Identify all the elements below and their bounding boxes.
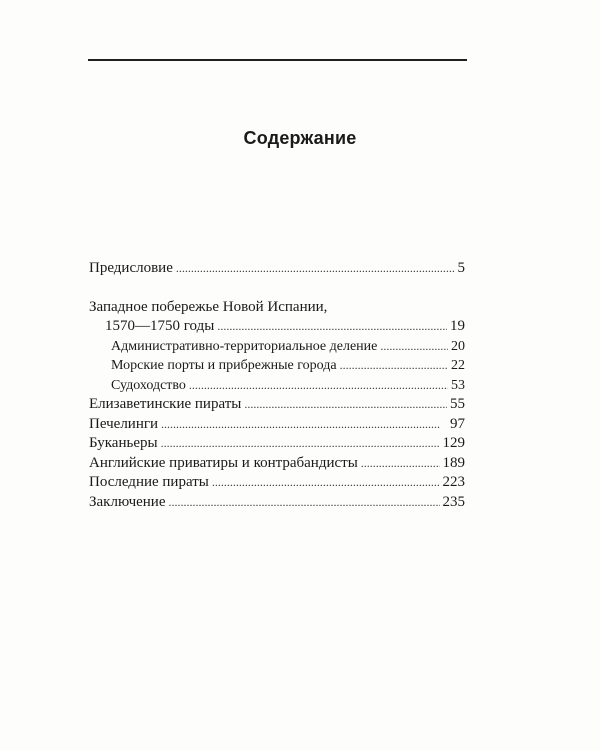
toc-page-number: 5 [457, 260, 465, 276]
toc-entry-label: Предисловие [89, 260, 173, 276]
toc-entry-label: Последние пираты [89, 474, 209, 490]
toc-page-number: 97 [450, 415, 465, 432]
toc-entry-last-pirates [89, 473, 465, 493]
toc-entry-label: Печелинги [89, 415, 159, 432]
toc-entry-shipping [89, 376, 465, 396]
toc-entry-west-coast-line1: Западное побережье Новой Испании, [89, 298, 328, 315]
toc-entry-label: Административно-территориальное деление [111, 338, 378, 354]
dot-leader [189, 376, 448, 396]
dot-leader [244, 395, 447, 415]
toc-entry-label: Буканьеры [89, 435, 158, 451]
toc-entry-admin [89, 337, 465, 357]
toc-page-number: 129 [442, 435, 465, 451]
toc-page-number: 22 [451, 358, 465, 373]
toc-entry-label: Английские приватиры и контрабандисты [89, 454, 358, 471]
toc-page-number: 235 [442, 493, 465, 510]
dot-leader [361, 454, 440, 474]
dot-leader [169, 493, 440, 513]
dot-leader [212, 473, 440, 493]
top-rule [88, 59, 467, 61]
page-title: Содержание [243, 128, 357, 148]
toc-page-number: 189 [442, 454, 465, 471]
toc-entry-label: Елизаветинские пираты [89, 396, 242, 412]
toc-page-number: 20 [451, 338, 465, 354]
toc-entry-label: Морские порты и прибрежные города [111, 358, 337, 373]
toc-entry-buccaneers [89, 434, 465, 454]
dot-leader [161, 434, 440, 454]
toc-page-number: 19 [450, 318, 465, 334]
dot-leader [340, 356, 448, 376]
toc-entry-conclusion [89, 493, 465, 513]
toc-entry-preface [89, 259, 465, 279]
toc-entry-label: Заключение [89, 493, 166, 510]
toc-entry-label: 1570—1750 годы [105, 318, 215, 334]
toc-entry-english [89, 454, 465, 474]
toc-page-number: 55 [450, 396, 465, 412]
dot-leader [380, 337, 448, 357]
table-of-contents [89, 259, 465, 512]
toc-entry-west-coast [89, 317, 465, 337]
dot-leader [161, 415, 447, 435]
toc-entry-elizabethan [89, 395, 465, 415]
dot-leader [217, 317, 447, 337]
dot-leader [176, 259, 455, 279]
spacer [89, 279, 465, 298]
toc-page-number: 223 [442, 474, 465, 490]
toc-entry-label: Судоходство [111, 377, 186, 393]
toc-entry-pechelingi [89, 415, 465, 435]
toc-page-number: 53 [451, 377, 465, 393]
toc-entry-ports [89, 356, 465, 376]
